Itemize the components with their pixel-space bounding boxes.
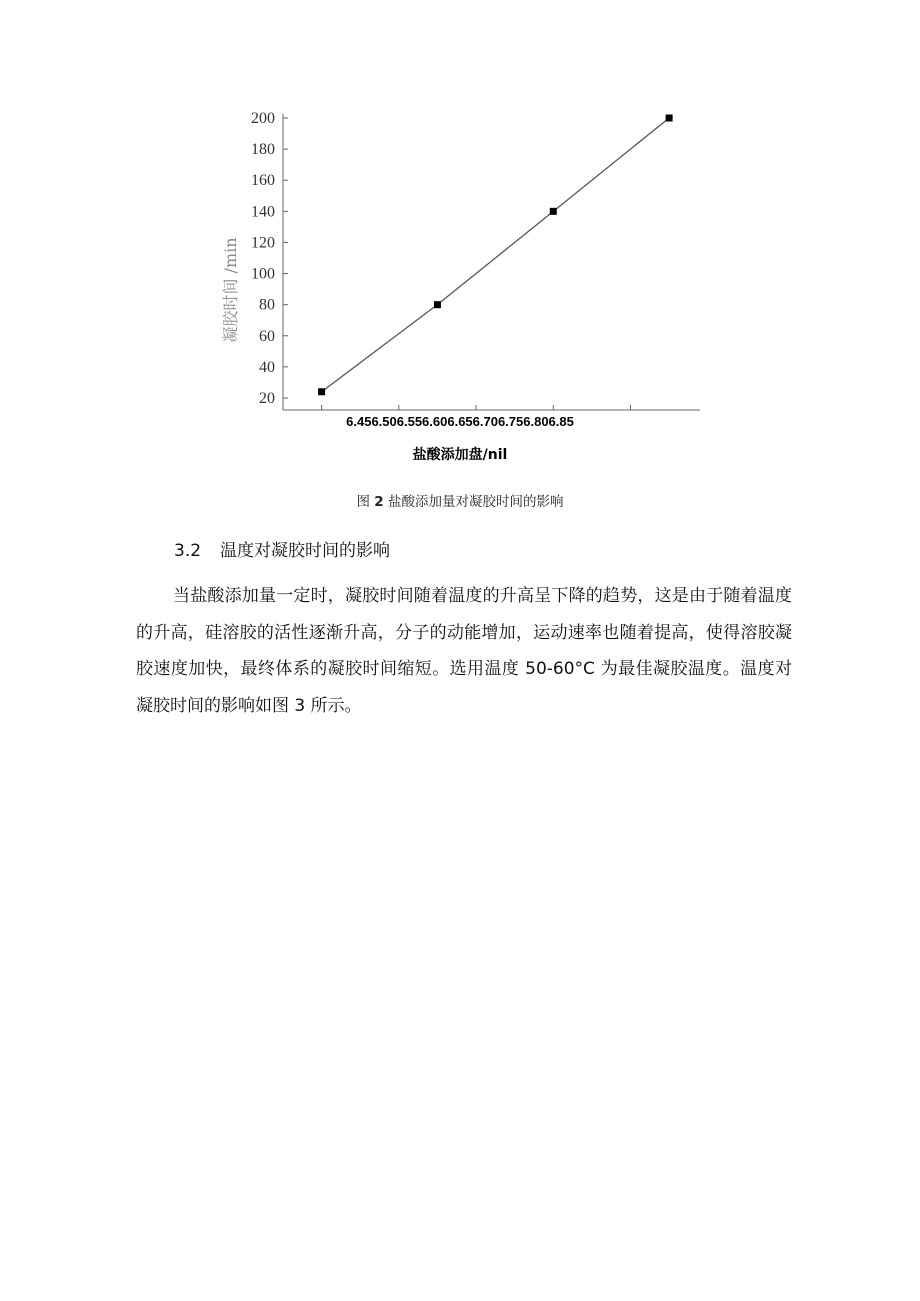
data-point bbox=[434, 301, 441, 308]
y-tick-label: 200 bbox=[251, 110, 275, 127]
y-tick-label: 180 bbox=[251, 141, 275, 159]
y-tick-label: 160 bbox=[251, 172, 275, 190]
section-number: 3.2 bbox=[174, 541, 202, 561]
y-tick-label: 60 bbox=[259, 327, 275, 345]
x-axis-label: 盐酸添加盘/nil bbox=[412, 447, 508, 463]
body-paragraph: 当盐酸添加量一定时，凝胶时间随着温度的升高呈下降的趋势，这是由于随着温度的升高，硅溶胶的活性逐渐升高，分子的动能增加，运动速率也随着提高，使得溶胶凝胶速度加快，最终体系的凝胶时间缩短。选用温度 50-60°C 为最佳凝胶温度。温度对凝胶时间的影响如图 3 所示。 bbox=[136, 586, 792, 716]
data-point bbox=[318, 388, 325, 395]
caption-prefix: 图 bbox=[356, 494, 370, 510]
section-title: 温度对凝胶时间的影响 bbox=[220, 541, 390, 561]
data-point bbox=[550, 208, 557, 215]
series-line bbox=[322, 118, 669, 392]
data-point bbox=[666, 115, 673, 122]
y-axis bbox=[251, 110, 288, 410]
y-tick-label: 80 bbox=[259, 296, 275, 314]
caption-text: 盐酸添加量对凝胶时间的影响 bbox=[388, 494, 564, 510]
y-axis-label: 凝胶时间 /min bbox=[221, 237, 240, 343]
x-axis bbox=[283, 405, 700, 410]
y-tick-label: 120 bbox=[251, 234, 275, 252]
y-tick-label: 100 bbox=[251, 265, 275, 283]
section-heading bbox=[174, 536, 390, 561]
y-tick-label: 140 bbox=[251, 203, 275, 221]
figure-caption bbox=[0, 490, 920, 510]
line-chart bbox=[0, 0, 920, 480]
caption-number: 2 bbox=[374, 494, 384, 510]
x-tick-labels: 6.456.506.556.606.656.706.756.806.85 bbox=[346, 414, 574, 429]
y-tick-label: 20 bbox=[259, 390, 275, 407]
series bbox=[318, 115, 672, 396]
y-tick-label: 40 bbox=[259, 358, 275, 376]
